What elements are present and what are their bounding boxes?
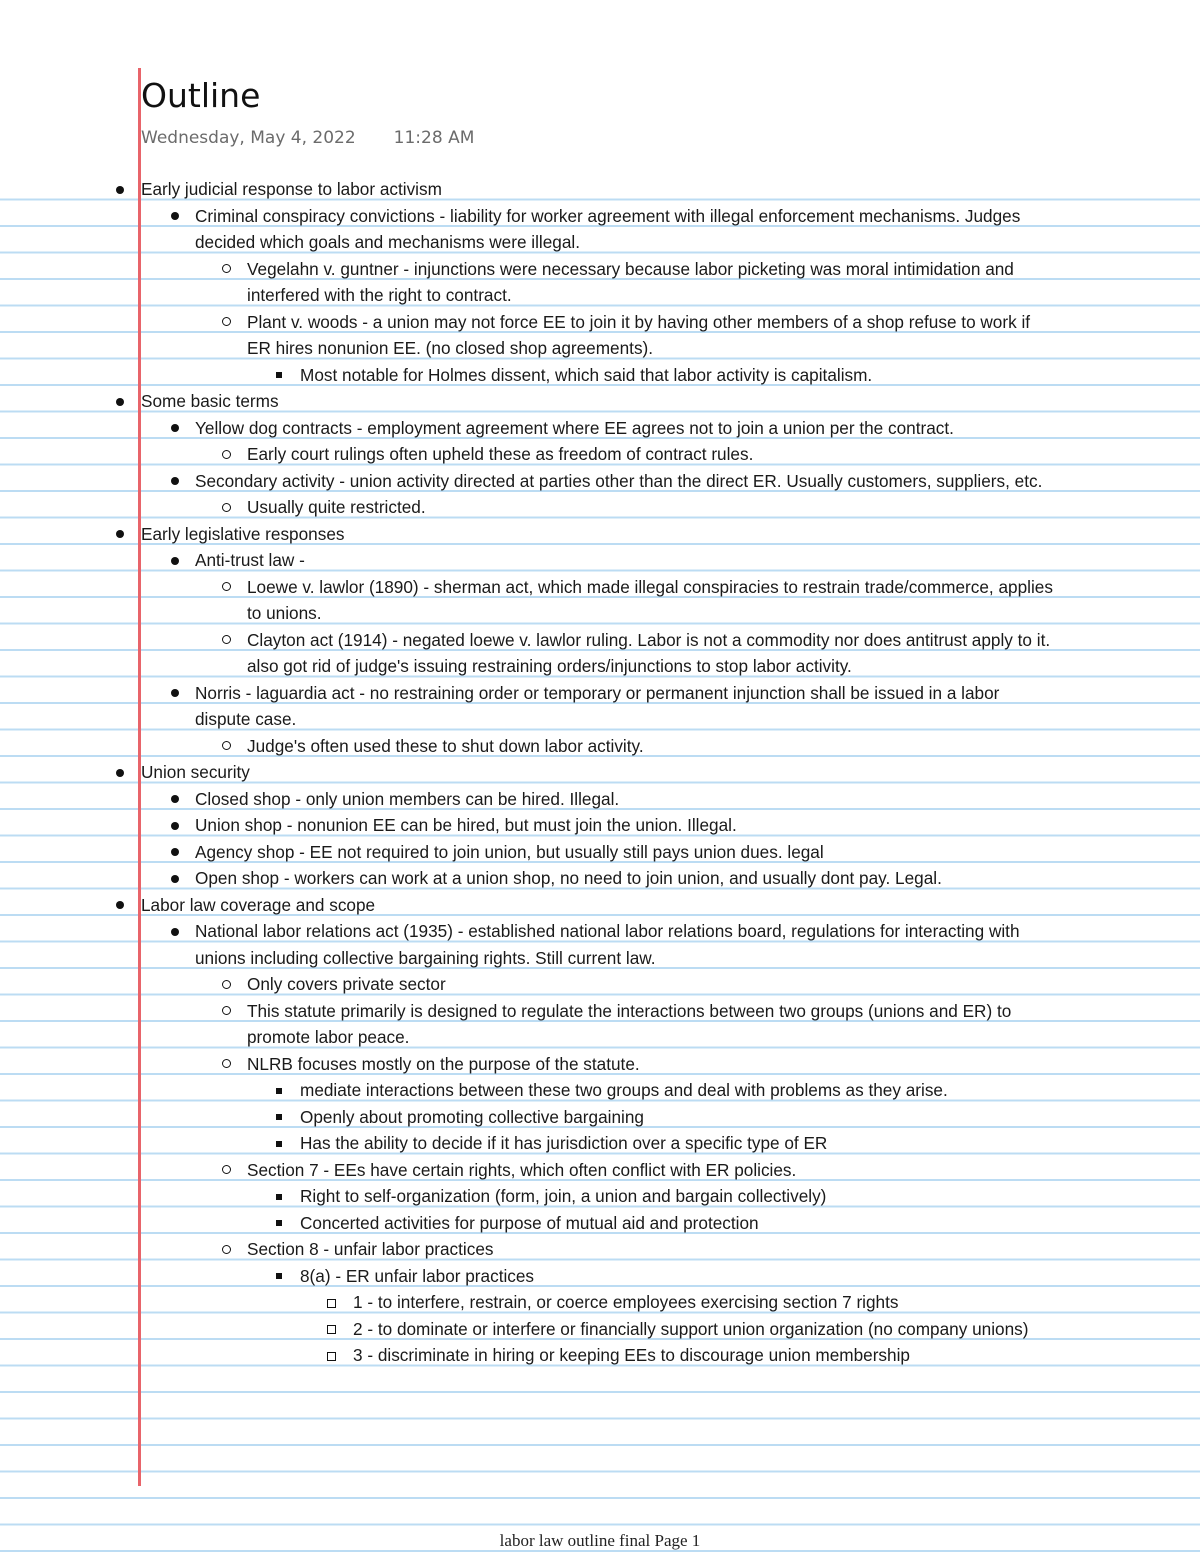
outline-item-text: Criminal conspiracy convictions - liability for worker agreement with illegal enforcement mechanisms. Judges decided which goals and mechanisms were illegal. (195, 205, 1021, 252)
outline-item-level-4 (0, 1104, 1056, 1131)
outline-item-text: Early judicial response to labor activism (141, 179, 442, 199)
outline-item-text: Judge's often used these to shut down labor activity. (247, 735, 644, 756)
bullet-icon (171, 689, 179, 697)
square-bullet-icon (276, 1273, 282, 1279)
outline-item-text: Most notable for Holmes dissent, which said that labor activity is capitalism. (300, 364, 873, 385)
page-time: 11:28 AM (393, 128, 475, 148)
outline-item-level-2 (0, 812, 1056, 839)
outline-item-level-3 (0, 733, 1056, 760)
bullet-icon (116, 769, 124, 777)
outline-item-level-1 (0, 759, 1056, 786)
bullet-icon (171, 795, 179, 803)
circle-bullet-icon (222, 635, 231, 644)
outline-item-text: Open shop - workers can work at a union shop, no need to join union, and usually dont pay. Legal. (195, 868, 942, 888)
checkbox-bullet-icon (327, 1352, 336, 1361)
bullet-icon (171, 875, 179, 883)
outline-list (0, 176, 1200, 1369)
outline-item-level-2 (0, 839, 1056, 866)
outline-item-level-2 (0, 415, 1056, 442)
outline-item-level-1 (0, 892, 1056, 919)
outline-item-level-3 (0, 494, 1056, 521)
outline-item-level-4 (0, 1210, 1056, 1237)
outline-item-text: Section 7 - EEs have certain rights, which often conflict with ER policies. (247, 1159, 797, 1180)
outline-item-level-5 (0, 1289, 1056, 1316)
outline-item-level-3 (0, 627, 1056, 680)
outline-item-text: Vegelahn v. guntner - injunctions were necessary because labor picketing was moral intimidation and interfered with the right to contract. (247, 258, 1014, 305)
outline-item-level-1 (0, 176, 1056, 203)
outline-item-text: Closed shop - only union members can be hired. Illegal. (195, 788, 620, 809)
outline-item-text: Has the ability to decide if it has jurisdiction over a specific type of ER (300, 1133, 828, 1153)
outline-item-level-3 (0, 309, 1056, 362)
bullet-icon (116, 901, 124, 909)
outline-item-text: Norris - laguardia act - no restraining order or temporary or permanent injunction shall be issued in a labor dispute case. (195, 682, 1000, 729)
outline-item-level-4 (0, 1130, 1056, 1157)
square-bullet-icon (276, 1114, 282, 1120)
bullet-icon (171, 477, 179, 485)
outline-item-text: Concerted activities for purpose of mutual aid and protection (300, 1212, 759, 1233)
outline-item-level-2 (0, 786, 1056, 813)
outline-item-text: Loewe v. lawlor (1890) - sherman act, which made illegal conspiracies to restrain trade/commerce, applies to unions. (247, 576, 1053, 623)
circle-bullet-icon (222, 264, 231, 273)
bullet-icon (171, 928, 179, 936)
circle-bullet-icon (222, 1006, 231, 1015)
outline-item-level-3 (0, 1051, 1056, 1078)
square-bullet-icon (276, 372, 282, 378)
outline-item-level-5 (0, 1316, 1056, 1343)
outline-item-text: Usually quite restricted. (247, 497, 426, 517)
outline-item-text: Clayton act (1914) - negated loewe v. lawlor ruling. Labor is not a commodity nor does antitrust apply to it. also got rid of judge's issuing restraining orders/injunctions to stop labor activity. (247, 629, 1051, 676)
outline-item-text: Anti-trust law - (195, 550, 305, 570)
outline-item-level-3 (0, 1157, 1056, 1184)
outline-item-level-1 (0, 388, 1056, 415)
square-bullet-icon (276, 1088, 282, 1094)
bullet-icon (171, 424, 179, 432)
square-bullet-icon (276, 1220, 282, 1226)
page-timestamp (141, 126, 474, 150)
checkbox-bullet-icon (327, 1299, 336, 1308)
outline-item-text: 1 - to interfere, restrain, or coerce employees exercising section 7 rights (353, 1292, 899, 1312)
outline-item-text: Right to self-organization (form, join, a union and bargain collectively) (300, 1186, 827, 1206)
outline-item-text: NLRB focuses mostly on the purpose of the statute. (247, 1053, 640, 1074)
outline-item-level-3 (0, 441, 1056, 468)
outline-item-level-4 (0, 1077, 1056, 1104)
outline-item-text: mediate interactions between these two groups and deal with problems as they arise. (300, 1080, 948, 1100)
outline-item-text: Labor law coverage and scope (141, 894, 376, 915)
outline-item-level-3 (0, 256, 1056, 309)
circle-bullet-icon (222, 1059, 231, 1068)
outline-item-level-1 (0, 521, 1056, 548)
outline-item-text: Some basic terms (141, 391, 279, 411)
outline-item-level-3 (0, 998, 1056, 1051)
square-bullet-icon (276, 1194, 282, 1200)
outline-item-level-3 (0, 971, 1056, 998)
page-date: Wednesday, May 4, 2022 (141, 128, 356, 148)
outline-item-level-4 (0, 1183, 1056, 1210)
circle-bullet-icon (222, 503, 231, 512)
circle-bullet-icon (222, 1245, 231, 1254)
outline-item-text: Yellow dog contracts - employment agreement where EE agrees not to join a union per the contract. (195, 417, 954, 438)
outline-item-text: Union security (141, 762, 250, 782)
outline-item-text: Only covers private sector (247, 974, 446, 994)
outline-item-text: This statute primarily is designed to regulate the interactions between two groups (unions and ER) to promote labor peace. (247, 1000, 1012, 1047)
page-title: Outline (141, 76, 261, 115)
outline-item-level-2 (0, 468, 1056, 495)
bullet-icon (171, 212, 179, 220)
outline-item-text: Plant v. woods - a union may not force EE to join it by having other members of a shop refuse to work if ER hires nonunion EE. (no closed shop agreements). (247, 311, 1031, 358)
outline-item-level-2 (0, 203, 1056, 256)
outline-item-text: Early legislative responses (141, 523, 345, 544)
page-footer: labor law outline final Page 1 (499, 1531, 701, 1550)
square-bullet-icon (276, 1141, 282, 1147)
bullet-icon (171, 557, 179, 565)
outline-item-text: 3 - discriminate in hiring or keeping EEs to discourage union membership (353, 1345, 910, 1365)
outline-item-level-5 (0, 1342, 1056, 1369)
outline-item-text: 2 - to dominate or interfere or financially support union organization (no company unions) (353, 1318, 1029, 1339)
outline-item-text: Section 8 - unfair labor practices (247, 1239, 494, 1259)
outline-item-level-2 (0, 547, 1056, 574)
bullet-icon (116, 530, 124, 538)
outline-item-text: Secondary activity - union activity directed at parties other than the direct ER. Usually customers, suppliers, etc. (195, 470, 1043, 491)
outline-item-text: Openly about promoting collective bargaining (300, 1106, 644, 1127)
outline-item-level-3 (0, 1236, 1056, 1263)
outline-item-text: 8(a) - ER unfair labor practices (300, 1265, 535, 1286)
bullet-icon (171, 848, 179, 856)
outline-item-text: Union shop - nonunion EE can be hired, but must join the union. Illegal. (195, 815, 737, 835)
circle-bullet-icon (222, 741, 231, 750)
outline-item-level-4 (0, 362, 1056, 389)
outline-item-text: National labor relations act (1935) - established national labor relations board, regulations for interacting with unions including collective bargaining rights. Still current law. (195, 921, 1020, 968)
circle-bullet-icon (222, 1165, 231, 1174)
outline-item-level-4 (0, 1263, 1056, 1290)
circle-bullet-icon (222, 980, 231, 989)
outline-item-level-2 (0, 918, 1056, 971)
outline-item-text: Early court rulings often upheld these as freedom of contract rules. (247, 444, 754, 464)
checkbox-bullet-icon (327, 1325, 336, 1334)
outline-item-level-3 (0, 574, 1056, 627)
bullet-icon (116, 398, 124, 406)
circle-bullet-icon (222, 450, 231, 459)
outline-item-text: Agency shop - EE not required to join union, but usually still pays union dues. legal (195, 841, 824, 862)
bullet-icon (171, 822, 179, 830)
outline-item-level-2 (0, 865, 1056, 892)
circle-bullet-icon (222, 582, 231, 591)
circle-bullet-icon (222, 317, 231, 326)
bullet-icon (116, 186, 124, 194)
outline-item-level-2 (0, 680, 1056, 733)
